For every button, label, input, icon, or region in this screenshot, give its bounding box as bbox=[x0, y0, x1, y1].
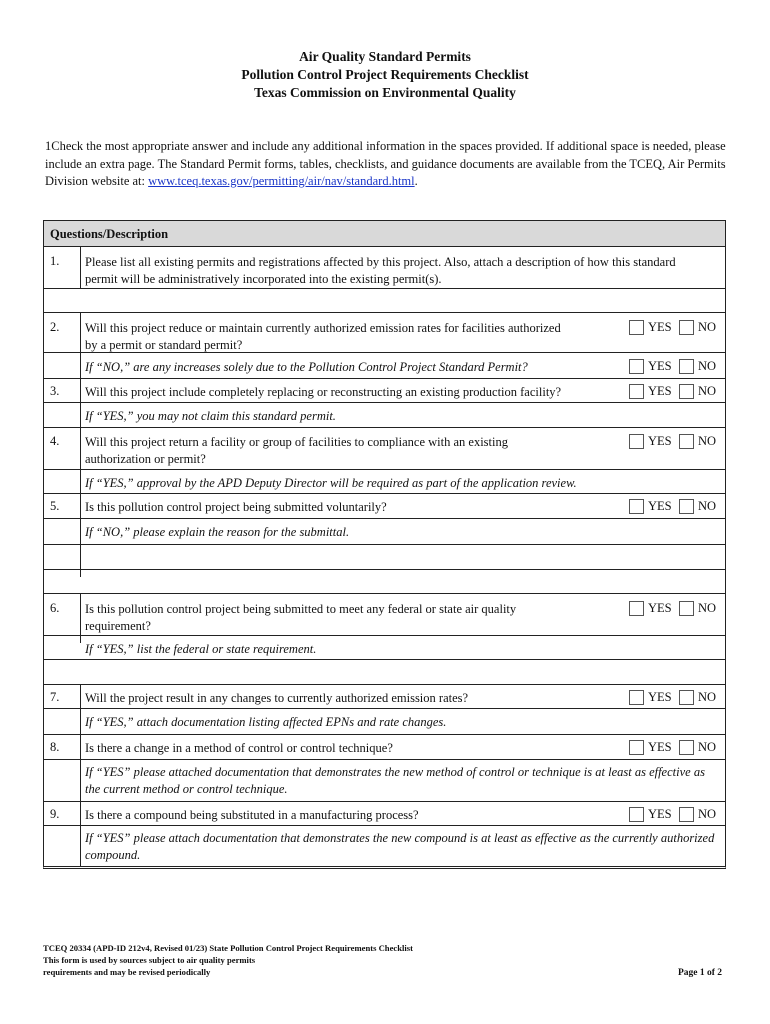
question-5-followup-row bbox=[44, 519, 725, 545]
no-label: NO bbox=[698, 434, 717, 448]
question-text: Please list all existing permits and registrations affected by this project. Also, attach a description of how this standard permit will be administratively incorporated into the existing permit(s). bbox=[85, 255, 676, 286]
question-7-followup-row bbox=[44, 709, 725, 735]
question-6-answer-field[interactable] bbox=[44, 660, 725, 685]
yes-checkbox[interactable] bbox=[629, 601, 644, 616]
question-8-row bbox=[44, 735, 725, 760]
yes-no-group bbox=[629, 320, 721, 336]
agency-name: Texas Commission on Environmental Quality bbox=[254, 85, 516, 100]
yes-checkbox[interactable] bbox=[629, 384, 644, 399]
question-text: Will the project result in any changes to currently authorized emission rates? bbox=[85, 691, 469, 705]
instructions-text: 1Check the most appropriate answer and include any additional information in the spaces provided. If additional space is needed, please include an extra page. The Standard Permit forms, tables, checklists, and guidance documents are available from the TCEQ, Air Permits Division website at: bbox=[45, 139, 726, 188]
yes-checkbox[interactable] bbox=[629, 807, 644, 822]
question-text: Will this project include completely replacing or reconstructing an existing production facility? bbox=[85, 385, 562, 399]
followup-text: If “YES,” list the federal or state requirement. bbox=[85, 642, 317, 656]
no-label: NO bbox=[698, 384, 717, 398]
table-header: Questions/Description bbox=[44, 221, 725, 247]
question-3-row bbox=[44, 379, 725, 403]
followup-text: If “YES,” attach documentation listing affected EPNs and rate changes. bbox=[85, 715, 447, 729]
question-text: Is this pollution control project being submitted to meet any federal or state air quality requirement? bbox=[85, 602, 517, 633]
no-checkbox[interactable] bbox=[679, 499, 694, 514]
question-9-row bbox=[44, 802, 725, 826]
question-text: Is this pollution control project being submitted voluntarily? bbox=[85, 500, 387, 514]
yes-label: YES bbox=[648, 690, 672, 704]
question-1-row bbox=[44, 247, 725, 289]
question-number: 8. bbox=[50, 740, 60, 754]
followup-text: If “YES,” approval by the APD Deputy Director will be required as part of the application review. bbox=[85, 476, 577, 490]
yes-checkbox[interactable] bbox=[629, 359, 644, 374]
question-8-followup-row bbox=[44, 760, 725, 802]
yes-label: YES bbox=[648, 359, 672, 373]
question-7-row bbox=[44, 685, 725, 709]
no-checkbox[interactable] bbox=[679, 601, 694, 616]
standard-permit-link[interactable]: www.tceq.texas.gov/permitting/air/nav/standard.html bbox=[148, 174, 415, 188]
question-5-answer-field-2[interactable] bbox=[44, 570, 725, 594]
question-number: 6. bbox=[50, 601, 60, 615]
question-number: 4. bbox=[50, 434, 60, 448]
yes-no-group bbox=[629, 690, 721, 706]
no-label: NO bbox=[698, 359, 717, 373]
no-label: NO bbox=[698, 320, 717, 334]
yes-label: YES bbox=[648, 384, 672, 398]
followup-text: If “YES” please attached documentation that demonstrates the new method of control or technique is at least as effective as the current method or control technique. bbox=[85, 765, 705, 796]
question-5-answer-field[interactable] bbox=[44, 545, 725, 570]
no-label: NO bbox=[698, 690, 717, 704]
question-5-row bbox=[44, 494, 725, 519]
no-checkbox[interactable] bbox=[679, 434, 694, 449]
question-text: Is there a change in a method of control or control technique? bbox=[85, 741, 393, 755]
yes-label: YES bbox=[648, 740, 672, 754]
yes-checkbox[interactable] bbox=[629, 320, 644, 335]
yes-checkbox[interactable] bbox=[629, 434, 644, 449]
yes-label: YES bbox=[648, 434, 672, 448]
instructions-paragraph: 1Check the most appropriate answer and include any additional information in the spaces provided. If additional space is needed, please include an extra page. The Standard Permit forms, tables, checklists, and guidance documents are available from the TCEQ, Air Permits Division website at: www.tceq.texas.gov/permitting/air/nav/standard.html. bbox=[45, 139, 726, 188]
no-label: NO bbox=[698, 601, 717, 615]
followup-text: If “NO,” please explain the reason for the submittal. bbox=[85, 525, 350, 539]
question-1-answer-field[interactable] bbox=[44, 289, 725, 313]
question-text: Will this project reduce or maintain currently authorized emission rates for facilities authorized by a permit or standard permit? bbox=[85, 321, 561, 352]
no-checkbox[interactable] bbox=[679, 384, 694, 399]
no-checkbox[interactable] bbox=[679, 320, 694, 335]
question-9-followup-row bbox=[44, 826, 725, 867]
no-checkbox[interactable] bbox=[679, 690, 694, 705]
question-number: 2. bbox=[50, 320, 60, 334]
question-3-followup-row bbox=[44, 403, 725, 428]
question-number: 7. bbox=[50, 690, 60, 704]
page-number: Page 1 of 2 bbox=[678, 968, 723, 978]
question-number: 3. bbox=[50, 384, 60, 398]
yes-label: YES bbox=[648, 601, 672, 615]
yes-no-group bbox=[629, 499, 721, 515]
question-4-row bbox=[44, 428, 725, 470]
followup-text: If “NO,” are any increases solely due to the Pollution Control Project Standard Permit? bbox=[85, 360, 528, 374]
question-number: 9. bbox=[50, 807, 60, 821]
yes-label: YES bbox=[648, 499, 672, 513]
yes-checkbox[interactable] bbox=[629, 499, 644, 514]
form-footer bbox=[43, 942, 413, 978]
yes-no-group bbox=[629, 359, 721, 375]
no-checkbox[interactable] bbox=[679, 359, 694, 374]
yes-checkbox[interactable] bbox=[629, 690, 644, 705]
question-text: Is there a compound being substituted in a manufacturing process? bbox=[85, 808, 419, 822]
no-checkbox[interactable] bbox=[679, 740, 694, 755]
followup-text: If “YES” please attach documentation that demonstrates the new compound is at least as effective as the currently authorized compound. bbox=[85, 831, 715, 862]
question-2-followup-row bbox=[44, 353, 725, 379]
yes-no-group bbox=[629, 384, 721, 400]
form-subtitle: Pollution Control Project Requirements Checklist bbox=[241, 67, 529, 82]
question-text: Will this project return a facility or group of facilities to compliance with an existing authorization or permit? bbox=[85, 435, 508, 466]
yes-no-group bbox=[629, 807, 721, 823]
followup-text: If “YES,” you may not claim this standard permit. bbox=[85, 409, 336, 423]
questions-table bbox=[43, 220, 726, 869]
question-4-followup-row bbox=[44, 470, 725, 494]
footer-note-2: requirements and may be revised periodically bbox=[43, 967, 211, 977]
no-checkbox[interactable] bbox=[679, 807, 694, 822]
yes-no-group bbox=[629, 601, 721, 617]
no-label: NO bbox=[698, 740, 717, 754]
no-label: NO bbox=[698, 807, 717, 821]
yes-label: YES bbox=[648, 807, 672, 821]
question-2-row bbox=[44, 313, 725, 353]
no-label: NO bbox=[698, 499, 717, 513]
question-number: 1. bbox=[50, 254, 60, 268]
yes-label: YES bbox=[648, 320, 672, 334]
yes-no-group bbox=[629, 740, 721, 756]
footer-note-1: This form is used by sources subject to air quality permits bbox=[43, 955, 256, 965]
form-title: Air Quality Standard Permits bbox=[299, 49, 471, 64]
yes-checkbox[interactable] bbox=[629, 740, 644, 755]
form-id: TCEQ 20334 (APD-ID 212v4, Revised 01/23) State Pollution Control Project Requirements Checklist bbox=[43, 943, 413, 953]
question-6-row bbox=[44, 594, 725, 636]
question-6-followup-row bbox=[44, 636, 725, 660]
yes-no-group bbox=[629, 434, 721, 450]
question-number: 5. bbox=[50, 499, 60, 513]
